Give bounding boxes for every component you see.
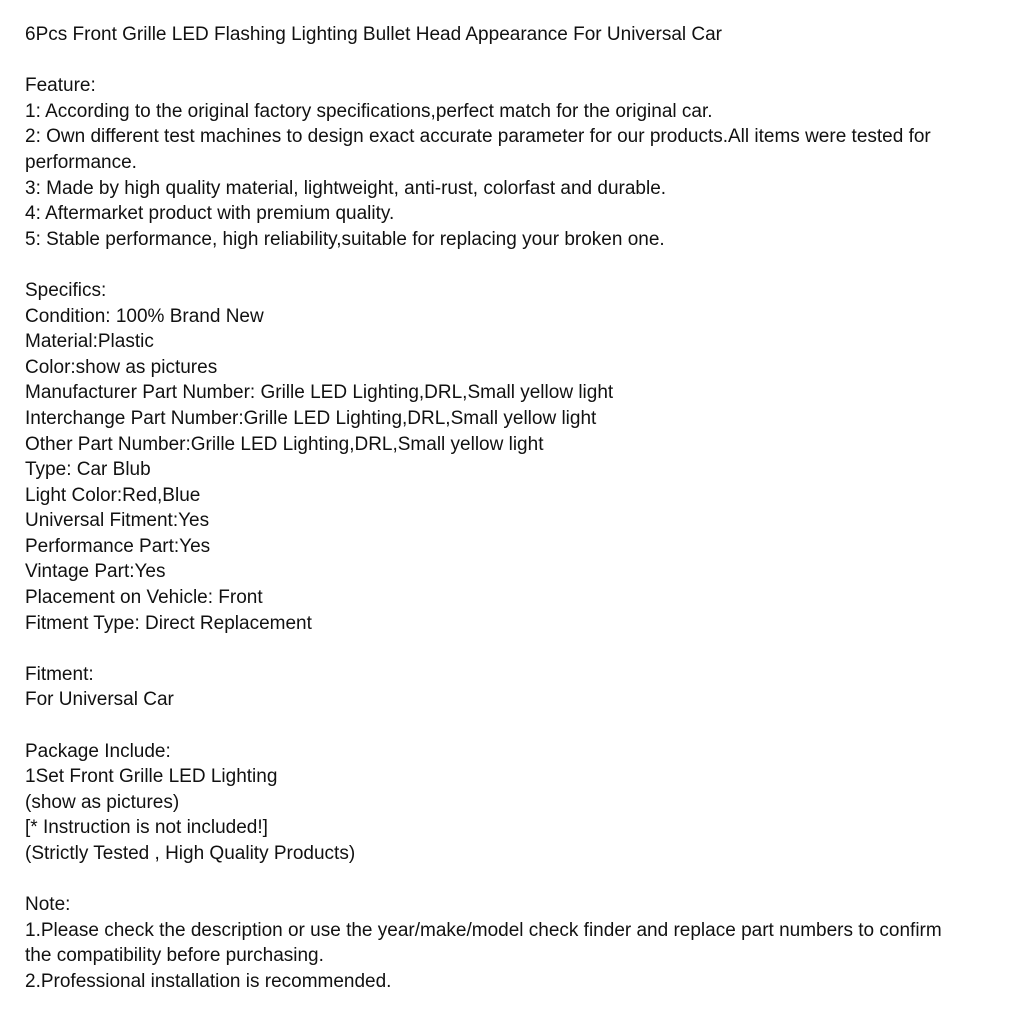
feature-heading: Feature: bbox=[25, 75, 96, 97]
feature-item: 3: Made by high quality material, lightweight, anti-rust, colorfast and durable. bbox=[25, 177, 667, 199]
spacer bbox=[25, 636, 1005, 662]
note-heading: Note: bbox=[25, 894, 71, 916]
package-item: (Strictly Tested , High Quality Products) bbox=[25, 843, 356, 864]
spacer bbox=[25, 713, 1005, 739]
specifics-item: Type: Car Blub bbox=[25, 459, 151, 481]
specifics-item: Light Color:Red,Blue bbox=[25, 484, 201, 506]
specifics-item: Manufacturer Part Number: Grille LED Lighting,DRL,Small yellow light bbox=[25, 382, 614, 404]
note-section bbox=[25, 892, 1005, 994]
feature-item: 5: Stable performance, high reliability,suitable for replacing your broken one. bbox=[25, 228, 665, 250]
feature-section bbox=[25, 73, 1005, 252]
note-item: 1.Please check the description or use the year/make/model check finder and replace part numbers to confirm the compatibility before purchasing. bbox=[25, 919, 942, 967]
fitment-section bbox=[25, 662, 1005, 713]
spacer bbox=[25, 252, 1005, 278]
package-item: [* Instruction is not included!] bbox=[25, 817, 268, 839]
package-item: (show as pictures) bbox=[25, 791, 180, 813]
specifics-heading: Specifics: bbox=[25, 279, 107, 301]
note-item: 2.Professional installation is recommended. bbox=[25, 970, 392, 992]
package-section bbox=[25, 739, 1005, 867]
specifics-item: Interchange Part Number:Grille LED Lighting,DRL,Small yellow light bbox=[25, 407, 597, 429]
specifics-item: Universal Fitment:Yes bbox=[25, 510, 210, 532]
feature-item: 1: According to the original factory specifications,perfect match for the original car. bbox=[25, 100, 713, 122]
specifics-item: Performance Part:Yes bbox=[25, 535, 211, 557]
fitment-heading: Fitment: bbox=[25, 663, 94, 685]
specifics-item: Other Part Number:Grille LED Lighting,DRL,Small yellow light bbox=[25, 433, 544, 455]
package-item: 1Set Front Grille LED Lighting bbox=[25, 766, 278, 788]
specifics-item: Placement on Vehicle: Front bbox=[25, 587, 263, 609]
specifics-item: Condition: 100% Brand New bbox=[25, 305, 264, 327]
spacer bbox=[25, 48, 1005, 74]
specifics-item: Color:show as pictures bbox=[25, 356, 218, 378]
package-heading: Package Include: bbox=[25, 740, 171, 762]
spacer bbox=[25, 867, 1005, 893]
specifics-item: Vintage Part:Yes bbox=[25, 561, 166, 583]
specifics-item: Fitment Type: Direct Replacement bbox=[25, 612, 312, 634]
feature-item: 4: Aftermarket product with premium quality. bbox=[25, 203, 395, 225]
feature-item: 2: Own different test machines to design exact accurate parameter for our products.All items were tested for performance. bbox=[25, 126, 931, 173]
fitment-item: For Universal Car bbox=[25, 689, 174, 711]
specifics-item: Material:Plastic bbox=[25, 331, 154, 353]
specifics-section bbox=[25, 278, 1005, 636]
product-title: 6Pcs Front Grille LED Flashing Lighting Bullet Head Appearance For Universal Car bbox=[25, 24, 722, 45]
product-description bbox=[25, 22, 1005, 995]
